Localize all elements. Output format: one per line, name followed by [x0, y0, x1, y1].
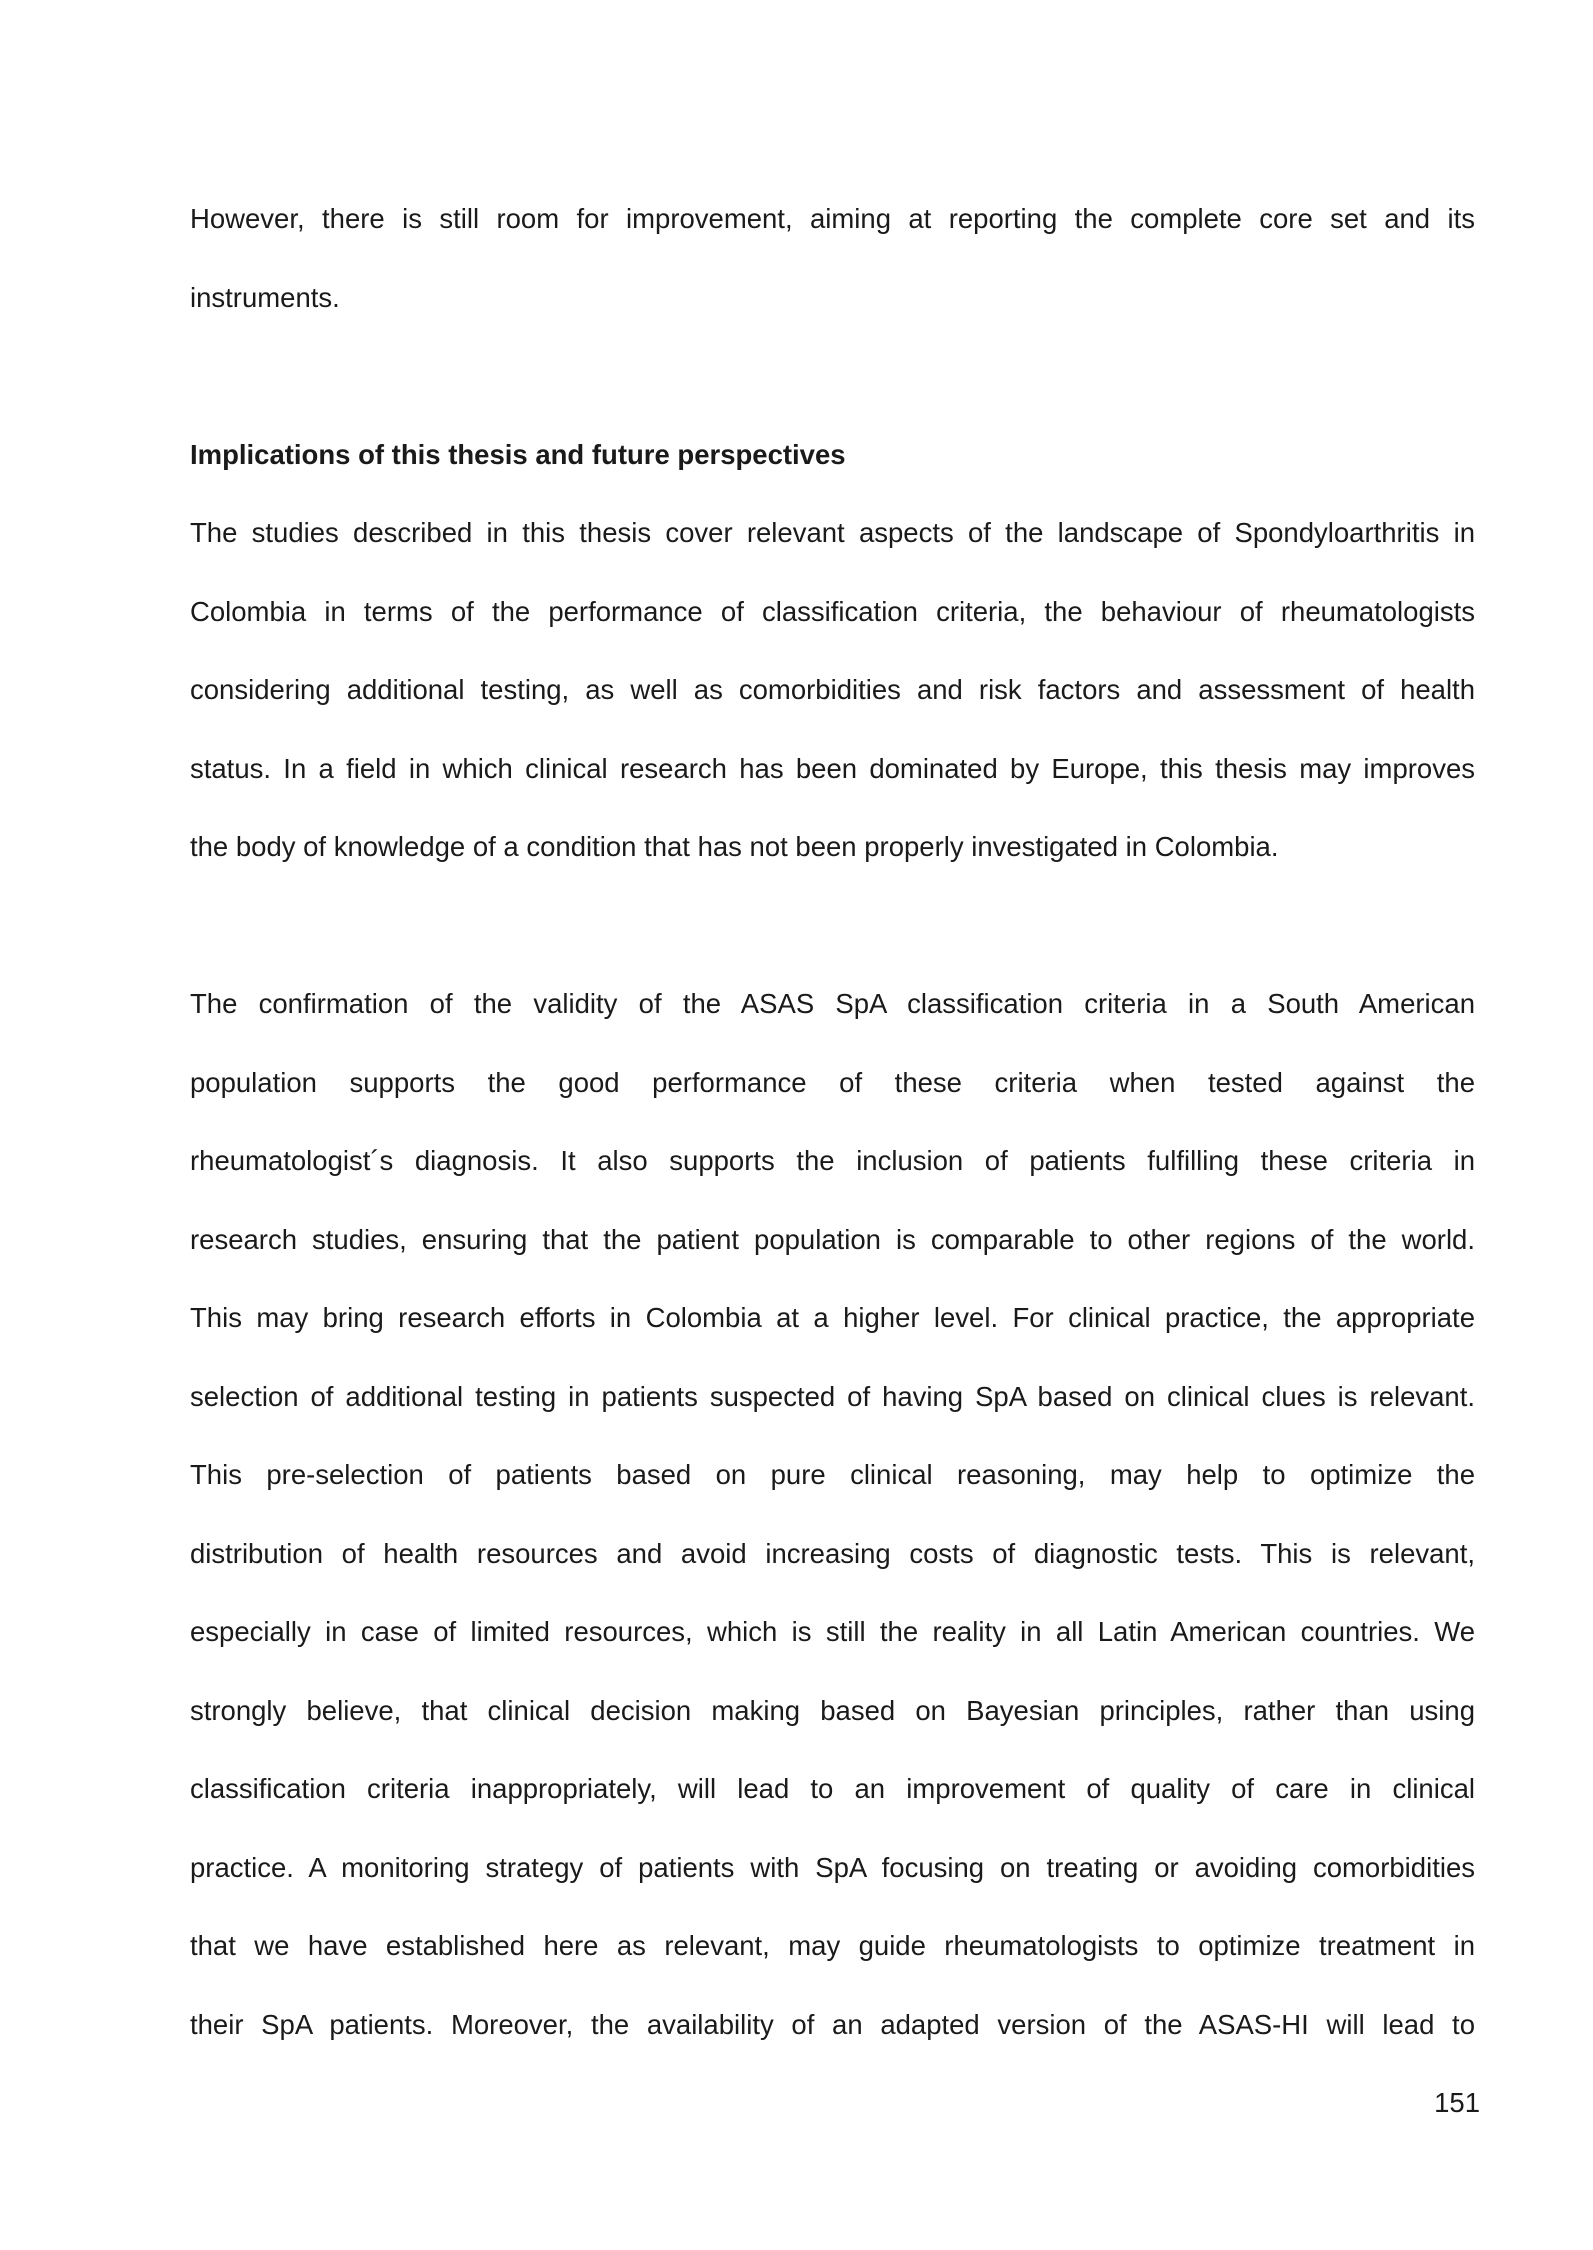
paragraph-validity: [190, 965, 1475, 2064]
text-line: the body of knowledge of a condition that has not been properly investigated in Colombia.: [190, 831, 1279, 862]
text-line: their SpA patients. Moreover, the availability of an adapted version of the ASAS-HI will lead to: [190, 2008, 1475, 2040]
text-line: Colombia in terms of the performance of classification criteria, the behaviour of rheumatologists: [190, 595, 1475, 627]
text-line: instruments.: [190, 281, 340, 313]
paragraph-thesis-scope: [190, 494, 1475, 887]
page-body: [190, 180, 1475, 2064]
text-line: strongly believe, that clinical decision making based on Bayesian principles, rather than using: [190, 1694, 1475, 1726]
section-heading: Implications of this thesis and future perspectives: [190, 438, 846, 470]
text-line: research studies, ensuring that the patient population is comparable to other regions of the world.: [190, 1223, 1475, 1255]
text-line: rheumatologist´s diagnosis. It also supports the inclusion of patients fulfilling these criteria in: [190, 1145, 1475, 1176]
page-number: 151: [1434, 2087, 1480, 2118]
text-line: This pre-selection of patients based on pure clinical reasoning, may help to optimize the: [190, 1459, 1475, 1490]
text-line: practice. A monitoring strategy of patients with SpA focusing on treating or avoiding comorbidities: [190, 1851, 1475, 1883]
text-line: This may bring research efforts in Colombia at a higher level. For clinical practice, the appropriate: [190, 1302, 1475, 1333]
text-line: distribution of health resources and avoid increasing costs of diagnostic tests. This is relevant,: [190, 1537, 1475, 1569]
text-line: selection of additional testing in patients suspected of having SpA based on clinical clues is relevant.: [190, 1380, 1475, 1412]
paragraph-spacer: [190, 887, 1475, 966]
text-line: classification criteria inappropriately, will lead to an improvement of quality of care in clinical: [190, 1773, 1475, 1804]
text-line: that we have established here as relevant, may guide rheumatologists to optimize treatment in: [190, 1930, 1475, 1961]
paragraph-spacer: [190, 337, 1475, 416]
text-line: The studies described in this thesis cover relevant aspects of the landscape of Spondyloarthritis in: [190, 517, 1475, 548]
text-line: However, there is still room for improvement, aiming at reporting the complete core set and its: [190, 203, 1475, 234]
text-line: population supports the good performance of these criteria when tested against the: [190, 1066, 1475, 1098]
text-line: especially in case of limited resources, which is still the reality in all Latin American countries. We: [190, 1616, 1475, 1647]
text-line: considering additional testing, as well as comorbidities and risk factors and assessment of health: [190, 674, 1475, 705]
text-line: status. In a field in which clinical research has been dominated by Europe, this thesis may improves: [190, 752, 1475, 784]
text-line: The confirmation of the validity of the ASAS SpA classification criteria in a South American: [190, 988, 1475, 1019]
paragraph-intro: [190, 180, 1475, 337]
